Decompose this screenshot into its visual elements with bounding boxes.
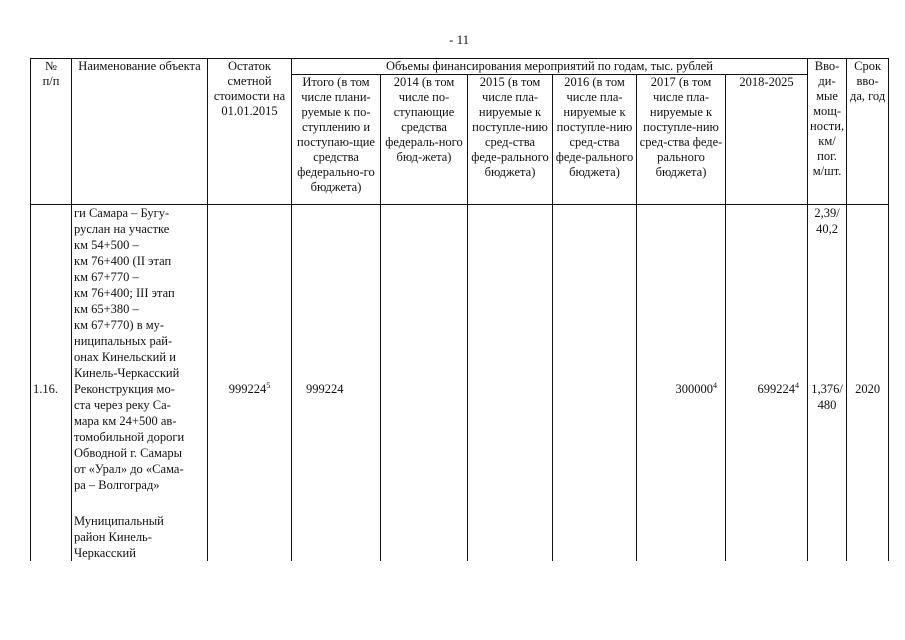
table-row [31,493,889,561]
col-2016-header: 2016 (в том числе пла-нируемые к поступле-нию сред-ства феде-рального бюджета) [553,75,637,205]
row-name: ги Самара – Бугу- руслан на участке км 54+500 – км 76+400 (II этап км 67+770 – км 76+400; III этап км 65+380 – км 67+770) в му- ниципальных рай- онах Кинельский и Кинель-Черкасский [72,205,208,382]
row-2018: 699224$^4$ [726,381,808,493]
row-total: 999224 [292,381,381,493]
table-row [31,205,889,382]
row-capacity: 2,39/ 40,2 [808,205,847,382]
col-remainder-header: Остаток сметной стоимости на 01.01.2015 [208,59,292,205]
col-2018-header: 2018-2025 [726,75,808,205]
row-term: 2020 [847,381,889,493]
col-capacity-header: Вво-ди-мые мощ-ности, км/ пог. м/шт. [808,59,847,205]
row-capacity: 1,376/ 480 [808,381,847,493]
col-num-header: № п/п [31,59,72,205]
page-number: - 11 [449,32,470,47]
row-remainder: 999224$^5$ [208,381,292,493]
col-2014-header: 2014 (в том числе по-ступающие средства федераль-ного бюд-жета) [381,75,468,205]
row-name: Муниципальный район Кинель- Черкасский [72,493,208,561]
row-name: Реконструкция мо- ста через реку Са- мара км 24+500 ав- томобильной дороги Обводной г. Самары от «Урал» до «Сама- ра – Волгоград» [72,381,208,493]
col-funding-group-header: Объемы финансирования мероприятий по годам, тыс. рублей [292,59,808,75]
row-num: 1.16. [31,381,72,493]
col-name-header: Наименование объекта [72,59,208,205]
col-total-header: Итого (в том числе плани-руемые к по-ступлению и поступаю-щие средства федерально-го бюджета) [292,75,381,205]
col-term-header: Срок вво-да, год [847,59,889,205]
row-num [31,205,72,382]
col-2017-header: 2017 (в том числе пла-нируемые к поступле-нию сред-ства феде-рального бюджета) [637,75,726,205]
col-2015-header: 2015 (в том числе пла-нируемые к поступле-нию сред-ства феде-рального бюджета) [468,75,553,205]
table-row [31,381,889,493]
row-2017: 300000$^4$ [637,381,726,493]
financing-table [30,58,889,561]
